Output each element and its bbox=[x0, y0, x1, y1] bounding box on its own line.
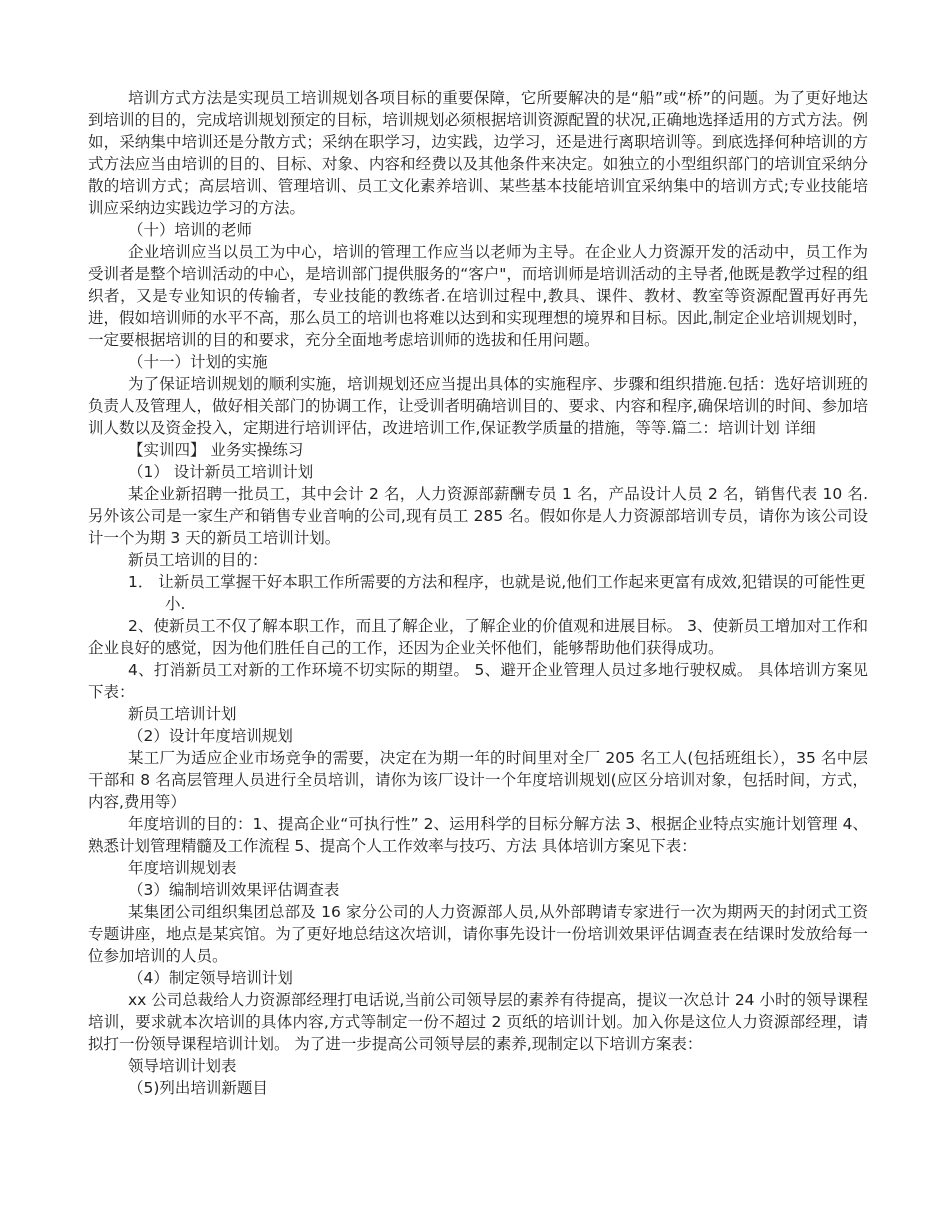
label-leadership-plan-table: 领导培训计划表 bbox=[128, 1057, 237, 1075]
paragraph-task-2: 某工厂为适应企业市场竞争的需要，决定在为期一年的时间里对全厂 205 名工人(包括班组长），35 名中层干部和 8 名高层管理人员进行全员培训，请你为该厂设计一个年度培训规划(应区分培训对象，包括时间，方式，内容,费用等） bbox=[88, 749, 868, 811]
paragraph-task-3: 某集团公司组织集团总部及 16 家分公司的人力资源部人员,从外部聘请专家进行一次为期两天的封闭式工资专题讲座，地点是某宾馆。为了更好地总结这次培训，请你事先设计一份培训效果评估调查表在结课时发放给每一位参加培训的人员。 bbox=[88, 903, 868, 965]
paragraph-plan-implementation: 为了保证培训规划的顺利实施，培训规划还应当提出具体的实施程序、步骤和组织措施.包括：选好培训班的负责人及管理人，做好相关部门的协调工作，让受训者明确培训目的、要求、内容和程序,确保培训的时间、参加培训人数以及资金投入，定期进行培训评估，改进培训工作,保证教学质量的措施，等等.篇二：培训计划 详细 bbox=[88, 375, 868, 437]
heading-task-1: （1） 设计新员工培训计划 bbox=[128, 463, 314, 481]
numbered-item-1: 1． 让新员工掌握干好本职工作所需要的方法和程序，也就是说,他们工作起来更富有成效,犯错误的可能性更小. bbox=[128, 573, 866, 613]
paragraph-training-methods: 培训方式方法是实现员工培训规划各项目标的重要保障，它所要解决的是“船”或“桥”的问题。为了更好地达到培训的目的，完成培训规划预定的目标，培训规划必须根据培训资源配置的状况,正确地选择适用的方式方法。例如，采纳集中培训还是分散方式；采纳在职学习，边实践，边学习，还是进行离职培训等。到底选择何种培训的方式方法应当由培训的目的、目标、对象、内容和经费以及其他条件来决定。如独立的小型组织部门的培训宜采纳分散的培训方式；高层培训、管理培训、员工文化素养培训、某些基本技能培训宜采纳集中的培训方式;专业技能培训应采纳边实践边学习的方法。 bbox=[88, 89, 868, 217]
heading-practical-training-4: 【实训四】 业务实操练习 bbox=[128, 441, 304, 459]
heading-new-employee-goals: 新员工培训的目的： bbox=[128, 551, 268, 569]
paragraph-task-1: 某企业新招聘一批员工，其中会计 2 名，人力资源部薪酬专员 1 名，产品设计人员 2 名，销售代表 10 名.另外该公司是一家生产和销售专业音响的公司,现有员工 285 名。假如你是人力资源部培训专员，请你为该公司设计一个为期 3 天的新员工培训计划。 bbox=[88, 485, 868, 547]
paragraph-task-4: xx 公司总裁给人力资源部经理打电话说,当前公司领导层的素养有待提高，提议一次总计 24 小时的领导课程培训，要求就本次培训的具体内容,方式等制定一份不超过 2 页纸的培训计划。加入你是这位人力资源部经理，请拟打一份领导课程培训计划。 为了进一步提高公司领导层的素养,现制定以下培训方案表： bbox=[88, 991, 868, 1053]
paragraph-trainers: 企业培训应当以员工为中心，培训的管理工作应当以老师为主导。在企业人力资源开发的活动中，员工作为受训者是整个培训活动的中心，是培训部门提供服务的“客户"，而培训师是培训活动的主导者,他既是教学过程的组织者，又是专业知识的传输者，专业技能的教练者.在培训过程中,教具、课件、教材、教室等资源配置再好再先进，假如培训师的水平不高，那么员工的培训也将难以达到和实现理想的境界和目标。因此,制定企业培训规划时，一定要根据培训的目的和要求，充分全面地考虑培训师的选拔和任用问题。 bbox=[88, 243, 868, 349]
heading-task-5: （5)列出培训新题目 bbox=[128, 1079, 268, 1097]
paragraph-goals-2-3: 2、使新员工不仅了解本职工作，而且了解企业，了解企业的价值观和进展目标。 3、使新员工增加对工作和企业良好的感觉，因为他们胜任自己的工作，还因为企业关怀他们，能够帮助他们获得成功。 bbox=[88, 617, 868, 657]
heading-task-4: （4）制定领导培训计划 bbox=[128, 969, 293, 987]
heading-trainers: （十）培训的老师 bbox=[128, 221, 253, 239]
paragraph-annual-goals: 年度培训的目的：1、提高企业“可执行性” 2、运用科学的目标分解方法 3、根据企业特点实施计划管理 4、熟悉计划管理精髓及工作流程 5、提高个人工作效率与技巧、方法 具体培训方案见下表： bbox=[88, 815, 868, 855]
heading-task-2: （2）设计年度培训规划 bbox=[128, 727, 293, 745]
document-body bbox=[88, 87, 868, 1099]
label-new-employee-plan: 新员工培训计划 bbox=[128, 705, 237, 723]
heading-task-3: （3）编制培训效果评估调查表 bbox=[128, 881, 340, 899]
paragraph-goals-4-5: 4、打消新员工对新的工作环境不切实际的期望。 5、避开企业管理人员过多地行驶权威。 具体培训方案见下表： bbox=[88, 661, 868, 701]
label-annual-plan-table: 年度培训规划表 bbox=[128, 859, 237, 877]
heading-plan-implementation: （十一）计划的实施 bbox=[128, 353, 268, 371]
